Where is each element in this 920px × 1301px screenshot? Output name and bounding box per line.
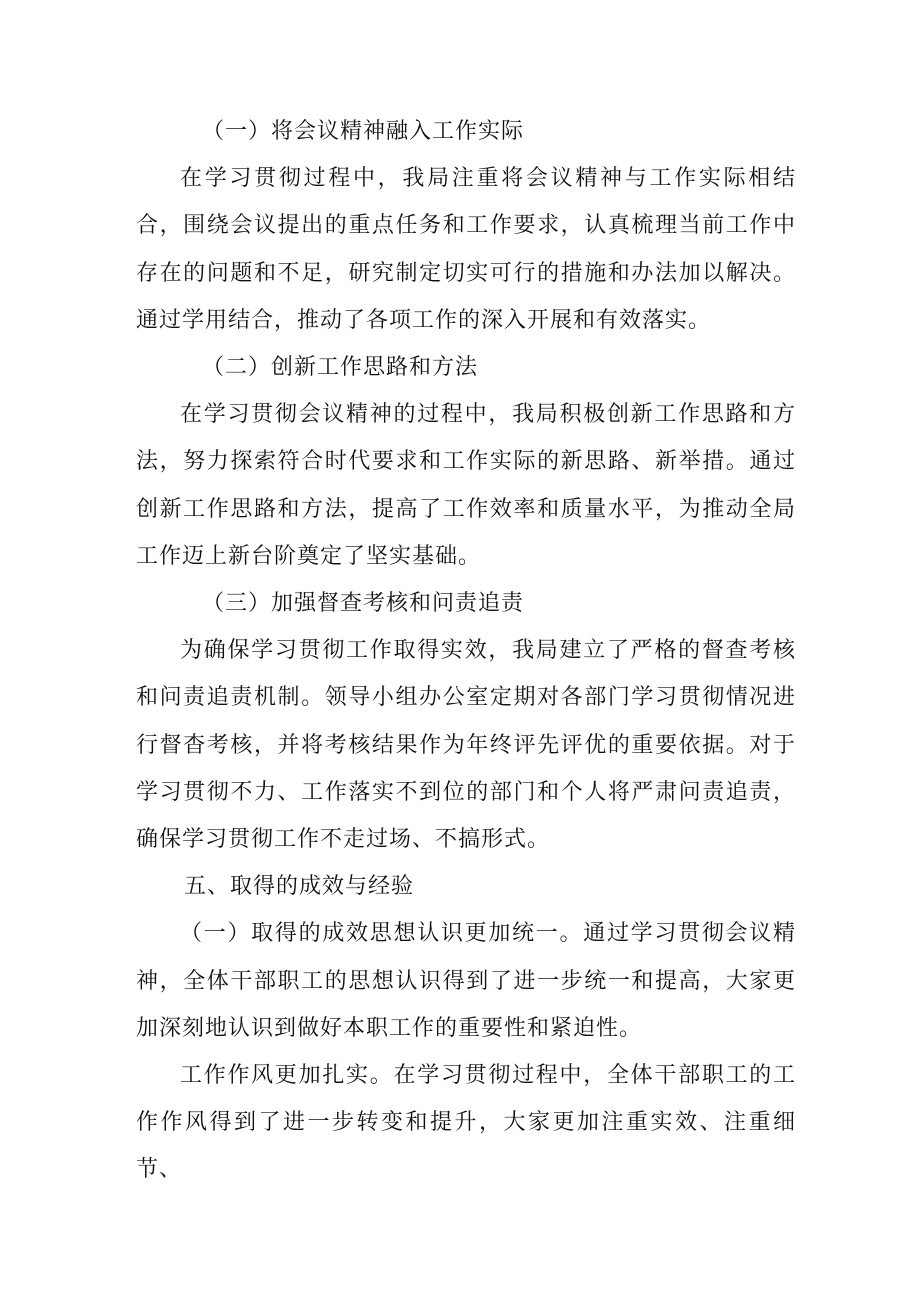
subsection-heading-1: （一）将会议精神融入工作实际 xyxy=(202,119,525,144)
paragraph-2: 在学习贯彻会议精神的过程中，我局积极创新工作思路和方法，努力探索符合时代要求和工作实际的新思路、新举措。通过创新工作思路和方法，提高了工作效率和质量水平，为推动全局工作迈上新台阶奠定了坚实基础。 xyxy=(136,402,796,569)
paragraph-5: 工作作风更加扎实。在学习贯彻过程中，全体干部职工的工作作风得到了进一步转变和提升，大家更加注重实效、注重细节、 xyxy=(136,1063,796,1183)
subsection-heading-3: （三）加强督查考核和问责追责 xyxy=(202,591,525,617)
section-heading-5: 五、取得的成效与经验 xyxy=(184,874,415,900)
paragraph-1: 在学习贯彻过程中，我局注重将会议精神与工作实际相结合，围绕会议提出的重点任务和工作要求，认真梳理当前工作中存在的问题和不足，研究制定切实可行的措施和办法加以解决。通过学用结合，推动了各项工作的深入开展和有效落实。 xyxy=(136,166,796,333)
paragraph-3: 为确保学习贯彻工作取得实效，我局建立了严格的督查考核和问责追责机制。领导小组办公室定期对各部门学习贯彻情况进行督杳考核，并将考核结果作为年终评先评优的重要依据。对于学习贯彻不力、工作落实不到位的部门和个人将严肃问责追责，确保学习贯彻工作不走过场、不搞形式。 xyxy=(136,638,796,853)
document-body xyxy=(136,108,796,1194)
paragraph-4: （一）取得的成效思想认识更加统一。通过学习贯彻会议精神，全体干部职工的思想认识得到了进一步统一和提高，大家更加深刻地认识到做好本职工作的重要性和紧迫性。 xyxy=(136,921,796,1041)
subsection-heading-2: （二）创新工作思路和方法 xyxy=(202,355,479,381)
